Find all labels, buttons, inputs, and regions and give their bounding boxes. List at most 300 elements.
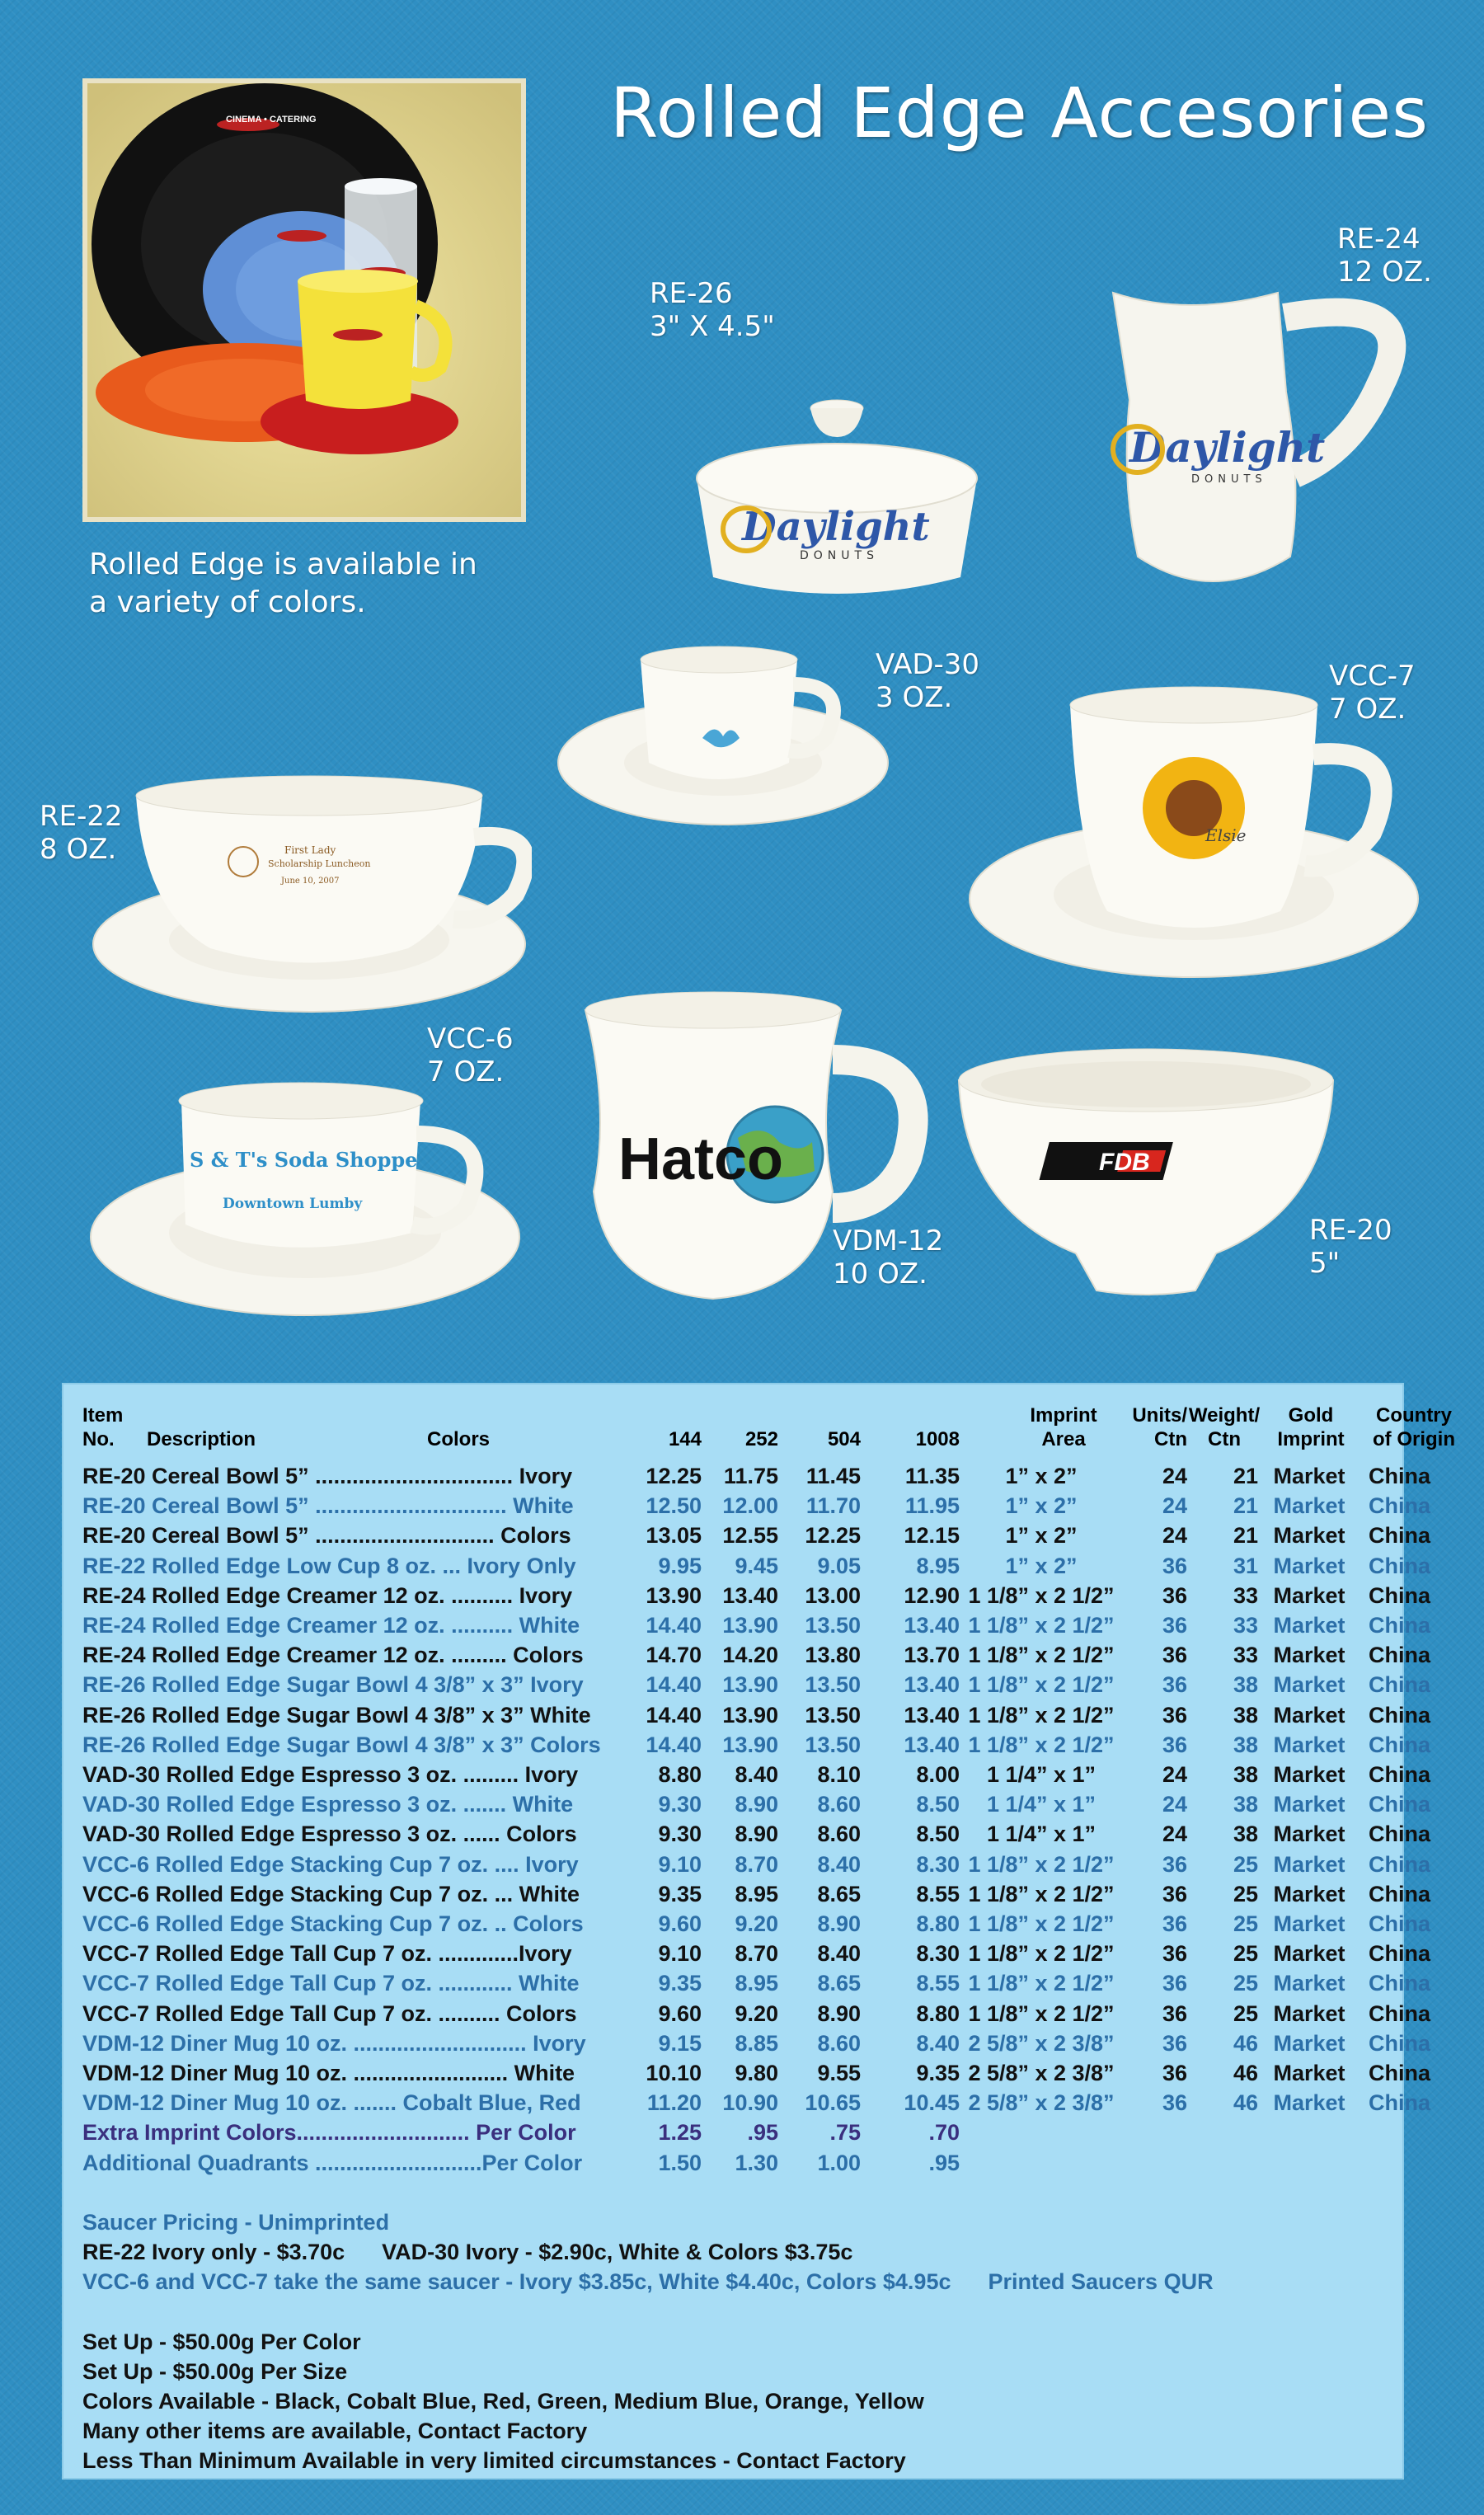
cell-units: 36 (1162, 1851, 1187, 1877)
cell-units: 24 (1162, 1493, 1187, 1519)
cell-price-252: 13.90 (722, 1732, 778, 1757)
cell-gold-imprint: Market (1273, 1762, 1345, 1787)
table-row (82, 1491, 1468, 1521)
cell-weight: 25 (1233, 2000, 1258, 2026)
cell-price-504: 13.50 (805, 1732, 861, 1757)
cell-origin: China (1369, 1613, 1431, 1638)
cell-weight: 46 (1233, 2030, 1258, 2056)
cell-description: VDM-12 Diner Mug 10 oz. ......................... White (82, 2061, 575, 2085)
table-row (82, 1551, 1468, 1581)
cell-units: 36 (1162, 2000, 1187, 2026)
cell-price-504: 8.60 (817, 2030, 861, 2056)
cell-weight: 25 (1233, 1971, 1258, 1996)
cell-price-144: 14.40 (646, 1613, 702, 1638)
cell-price-504: 8.60 (817, 1792, 861, 1817)
header-imprint-area: Imprint Area (1030, 1404, 1097, 1450)
logo-line: First Lady (284, 844, 336, 856)
table-row (82, 1700, 1468, 1730)
daylight-logo: Daylight (742, 504, 930, 550)
cell-description: RE-20 Cereal Bowl 5” ............................... White (82, 1493, 574, 1519)
cell-price-504: 13.50 (805, 1672, 861, 1698)
cell-units: 36 (1162, 1732, 1187, 1757)
cell-price-144: 9.10 (658, 1851, 702, 1877)
cell-origin: China (1369, 1702, 1431, 1728)
cell-price-504: 8.90 (817, 2000, 861, 2026)
cell-price-144: 1.25 (658, 2120, 702, 2146)
cell-units: 24 (1162, 1822, 1187, 1847)
cell-gold-imprint: Market (1273, 1911, 1345, 1936)
table-row (82, 1939, 1468, 1968)
cell-gold-imprint: Market (1273, 2061, 1345, 2085)
cell-origin: China (1369, 2030, 1431, 2056)
cell-price-252: 8.40 (735, 1762, 778, 1787)
cell-price-252: 8.70 (735, 1851, 778, 1877)
cell-description: RE-24 Rolled Edge Creamer 12 oz. ......... Colors (82, 1643, 584, 1668)
cell-price-252: 14.20 (722, 1643, 778, 1668)
page-title: Rolled Edge Accesories (610, 73, 1429, 153)
cell-gold-imprint: Market (1273, 1822, 1345, 1847)
cell-price-1008: 8.30 (916, 1941, 960, 1967)
cell-price-252: 8.90 (735, 1822, 778, 1847)
cell-imprint-area: 1 1/8” x 2 1/2” (968, 1613, 1115, 1638)
table-row (82, 1819, 1468, 1849)
cell-weight: 38 (1233, 1822, 1258, 1847)
table-row (82, 1730, 1468, 1760)
table-row (82, 1789, 1468, 1819)
cell-weight: 31 (1233, 1553, 1258, 1578)
cell-price-504: 13.50 (805, 1702, 861, 1728)
cell-price-1008: 11.95 (904, 1493, 960, 1519)
table-row (82, 1461, 1468, 1491)
cell-imprint-area: 2 5/8” x 2 3/8” (968, 2061, 1115, 2085)
cell-weight: 46 (1233, 2061, 1258, 2085)
vdm12-diner-mug-image (569, 985, 932, 1307)
cell-price-1008: 8.95 (916, 1553, 960, 1578)
cell-price-504: .75 (829, 2120, 861, 2146)
caption-line: Rolled Edge is available in (89, 548, 477, 581)
model-number: VCC-6 (427, 1022, 514, 1055)
saucer-line: VCC-6 and VCC-7 take the same saucer - Ivory $3.85c, White $4.40c, Colors $4.95c Printed Saucers QUR (82, 2269, 1214, 2294)
cell-price-1008: 8.80 (916, 1911, 960, 1936)
cell-price-144: 14.40 (646, 1702, 702, 1728)
note-line: Many other items are available, Contact Factory (82, 2419, 588, 2443)
cell-gold-imprint: Market (1273, 1851, 1345, 1877)
re26-label (650, 277, 775, 343)
capacity: 8 OZ. (40, 833, 117, 866)
cell-origin: China (1369, 1762, 1431, 1787)
cell-imprint-area: 1 1/8” x 2 1/2” (968, 1702, 1115, 1728)
cell-weight: 38 (1233, 1762, 1258, 1787)
cell-price-144: 12.25 (646, 1464, 702, 1488)
saucer-heading: Saucer Pricing - Unimprinted (82, 2210, 390, 2235)
cell-price-1008: 13.40 (904, 1613, 960, 1638)
cell-gold-imprint: Market (1273, 1702, 1345, 1728)
cell-imprint-area: 1 1/8” x 2 1/2” (968, 1911, 1115, 1936)
rolled-edge-dishes-image (87, 83, 521, 517)
cell-imprint-area: 1 1/8” x 2 1/2” (968, 1851, 1115, 1877)
cell-price-144: 9.10 (658, 1941, 702, 1967)
table-row (82, 1909, 1468, 1939)
cell-origin: China (1369, 1851, 1431, 1877)
cell-origin: China (1369, 2090, 1431, 2116)
cell-origin: China (1369, 1553, 1431, 1578)
cell-price-1008: 8.40 (916, 2030, 960, 2056)
daylight-logo: Daylight (1129, 423, 1326, 472)
cell-units: 24 (1162, 1762, 1187, 1787)
cell-price-144: 8.80 (658, 1762, 702, 1787)
logo-line: June 10, 2007 (281, 877, 340, 886)
cell-price-252: 13.90 (722, 1702, 778, 1728)
cell-price-252: 13.90 (722, 1613, 778, 1638)
cell-units: 36 (1162, 1643, 1187, 1668)
cell-price-1008: 13.70 (904, 1643, 960, 1668)
header-252: 252 (744, 1428, 778, 1450)
cell-price-144: 9.15 (658, 2030, 702, 2056)
header-colors: Colors (427, 1428, 491, 1450)
cell-gold-imprint: Market (1273, 2090, 1345, 2116)
capacity: 3" X 4.5" (650, 310, 775, 343)
cell-weight: 21 (1233, 1493, 1258, 1519)
cell-origin: China (1369, 1643, 1431, 1668)
vad30-espresso-image (554, 639, 892, 837)
cell-gold-imprint: Market (1273, 1732, 1345, 1757)
svg-text:Elsie: Elsie (1205, 825, 1247, 845)
cell-description: RE-26 Rolled Edge Sugar Bowl 4 3/8” x 3” Ivory (82, 1672, 584, 1698)
cell-price-504: 9.05 (817, 1553, 861, 1578)
cell-weight: 25 (1233, 1851, 1258, 1877)
cell-description: VAD-30 Rolled Edge Espresso 3 oz. ......... Ivory (82, 1762, 579, 1787)
cell-imprint-area: 1 1/4” x 1” (986, 1792, 1097, 1817)
cell-weight: 33 (1233, 1643, 1258, 1668)
cell-origin: China (1369, 2000, 1431, 2026)
table-row (82, 2028, 1468, 2058)
cell-imprint-area: 1 1/8” x 2 1/2” (968, 1971, 1115, 1996)
hatco-logo: Hatco (618, 1126, 784, 1192)
cell-gold-imprint: Market (1273, 1523, 1345, 1549)
capacity: 7 OZ. (1329, 693, 1407, 726)
capacity: 7 OZ. (427, 1055, 505, 1088)
cell-price-144: 9.95 (658, 1553, 702, 1578)
price-table-panel (62, 1383, 1455, 2480)
cell-units: 36 (1162, 1941, 1187, 1967)
cell-units: 36 (1162, 2061, 1187, 2085)
cell-description: RE-20 Cereal Bowl 5” ............................. Colors (82, 1523, 571, 1549)
saucer-line: RE-22 Ivory only - $3.70c VAD-30 Ivory - $2.90c, White & Colors $3.75c (82, 2240, 853, 2264)
cell-price-504: 13.80 (805, 1643, 861, 1668)
re20-cereal-bowl-image (952, 1043, 1340, 1299)
cell-price-144: 1.50 (658, 2150, 702, 2175)
cell-price-1008: 8.50 (916, 1792, 960, 1817)
cell-origin: China (1369, 1911, 1431, 1936)
cell-price-504: 8.90 (817, 1911, 861, 1936)
note-line: Colors Available - Black, Cobalt Blue, Red, Green, Medium Blue, Orange, Yellow (82, 2389, 924, 2414)
cell-gold-imprint: Market (1273, 1553, 1345, 1578)
cell-price-144: 9.35 (658, 1881, 702, 1906)
cell-imprint-area: 2 5/8” x 2 3/8” (968, 2090, 1115, 2116)
table-row (82, 1670, 1468, 1699)
cell-units: 36 (1162, 1702, 1187, 1728)
cell-price-252: 8.95 (735, 1881, 778, 1906)
model-number: RE-26 (650, 277, 733, 310)
table-row (82, 2088, 1468, 2118)
cell-gold-imprint: Market (1273, 1672, 1345, 1698)
cell-origin: China (1369, 2061, 1431, 2085)
cell-price-144: 9.30 (658, 1822, 702, 1847)
note-line: Set Up - $50.00g Per Color (82, 2329, 361, 2354)
cell-description: VCC-7 Rolled Edge Tall Cup 7 oz. .......... Colors (82, 2000, 577, 2026)
table-row (82, 2148, 1468, 2178)
cell-imprint-area: 1 1/8” x 2 1/2” (968, 1881, 1115, 1906)
cell-description: Additional Quadrants ...........................Per Color (82, 2150, 583, 2175)
cell-weight: 38 (1233, 1732, 1258, 1757)
cell-description: VDM-12 Diner Mug 10 oz. ............................ Ivory (82, 2030, 586, 2056)
cell-price-1008: .70 (928, 2120, 960, 2146)
cell-price-1008: 8.30 (916, 1851, 960, 1877)
cell-origin: China (1369, 1881, 1431, 1906)
cell-price-1008: 13.40 (904, 1732, 960, 1757)
cell-price-144: 9.30 (658, 1792, 702, 1817)
vcc7-tall-cup-image (963, 680, 1425, 985)
cell-price-144: 13.05 (646, 1523, 702, 1549)
cell-origin: China (1369, 1822, 1431, 1847)
cell-price-504: 12.25 (805, 1523, 861, 1549)
cell-price-252: 13.40 (722, 1582, 778, 1608)
cell-origin: China (1369, 1971, 1431, 1996)
header-gold: Gold Imprint (1277, 1404, 1345, 1450)
cell-price-1008: 8.00 (916, 1762, 960, 1787)
cell-description: RE-24 Rolled Edge Creamer 12 oz. .......... White (82, 1613, 580, 1638)
cell-origin: China (1369, 1493, 1431, 1519)
cell-weight: 25 (1233, 1911, 1258, 1936)
cell-price-252: 13.90 (722, 1672, 778, 1698)
cell-price-504: 11.70 (805, 1493, 861, 1519)
cell-gold-imprint: Market (1273, 1792, 1345, 1817)
header-504: 504 (827, 1428, 861, 1450)
cell-price-504: 13.50 (805, 1613, 861, 1638)
cell-weight: 46 (1233, 2090, 1258, 2116)
model-number: VAD-30 (876, 648, 980, 681)
cell-units: 36 (1162, 1582, 1187, 1608)
cell-price-144: 12.50 (646, 1493, 702, 1519)
cell-units: 36 (1162, 1971, 1187, 1996)
cell-origin: China (1369, 1792, 1431, 1817)
cell-price-144: 10.10 (646, 2061, 702, 2085)
cell-price-252: 9.20 (735, 1911, 778, 1936)
cell-imprint-area: 1” x 2” (1005, 1523, 1078, 1549)
cell-weight: 21 (1233, 1523, 1258, 1549)
cell-imprint-area: 1” x 2” (1005, 1493, 1078, 1519)
cell-price-1008: 8.55 (916, 1971, 960, 1996)
cell-weight: 33 (1233, 1582, 1258, 1608)
cell-imprint-area: 1 1/8” x 2 1/2” (968, 1672, 1115, 1698)
re22-low-cup-image (87, 771, 532, 1018)
cell-gold-imprint: Market (1273, 1881, 1345, 1906)
cell-weight: 38 (1233, 1792, 1258, 1817)
cell-gold-imprint: Market (1273, 1582, 1345, 1608)
fdb-logo (1040, 1142, 1173, 1180)
re24-label (1337, 223, 1432, 289)
header-description: Description (147, 1428, 256, 1450)
saucer-pricing (82, 2207, 1402, 2296)
cell-price-504: 8.40 (817, 1941, 861, 1967)
cell-price-252: 9.80 (735, 2061, 778, 2085)
cell-gold-imprint: Market (1273, 1941, 1345, 1967)
table-row (82, 1968, 1468, 1998)
cell-imprint-area: 2 5/8” x 2 3/8” (968, 2030, 1115, 2056)
re26-sugar-bowl-image (676, 346, 998, 602)
cell-weight: 33 (1233, 1613, 1258, 1638)
header-country: Country of Origin (1373, 1404, 1455, 1450)
cell-weight: 38 (1233, 1702, 1258, 1728)
cell-price-144: 14.40 (646, 1732, 702, 1757)
cell-price-144: 9.35 (658, 1971, 702, 1996)
model-number: RE-22 (40, 800, 123, 833)
cell-price-504: 8.60 (817, 1822, 861, 1847)
cell-price-504: 8.65 (817, 1971, 861, 1996)
cell-price-504: 9.55 (817, 2061, 861, 2085)
cell-price-1008: .95 (928, 2150, 960, 2175)
capacity: 12 OZ. (1337, 256, 1432, 289)
cell-price-252: .95 (747, 2120, 778, 2146)
photo-logo: CINEMA • CATERING (226, 115, 317, 125)
cell-price-1008: 8.50 (916, 1822, 960, 1847)
cell-origin: China (1369, 1523, 1431, 1549)
cell-description: VCC-6 Rolled Edge Stacking Cup 7 oz. ... White (82, 1881, 580, 1906)
cell-description: VCC-6 Rolled Edge Stacking Cup 7 oz. .. Colors (82, 1911, 584, 1936)
cell-price-504: 1.00 (817, 2150, 861, 2175)
cell-imprint-area: 1 1/8” x 2 1/2” (968, 1732, 1115, 1757)
table-row (82, 1760, 1468, 1789)
cell-price-144: 14.70 (646, 1643, 702, 1668)
daylight-sub: DONUTS (1191, 473, 1267, 486)
note-line: Set Up - $50.00g Per Size (82, 2359, 348, 2384)
cell-price-1008: 12.15 (904, 1523, 960, 1549)
vcc6-stacking-cup-image (87, 1068, 524, 1332)
re24-creamer-image (1088, 284, 1435, 614)
setup-notes (82, 2327, 1402, 2475)
header-1008: 1008 (915, 1428, 960, 1450)
cell-price-504: 8.65 (817, 1881, 861, 1906)
cell-price-144: 9.60 (658, 1911, 702, 1936)
daylight-sub: DONUTS (800, 549, 879, 562)
cell-gold-imprint: Market (1273, 2030, 1345, 2056)
cell-description: VAD-30 Rolled Edge Espresso 3 oz. ...... Colors (82, 1822, 577, 1847)
color-variety-photo (82, 78, 526, 522)
cell-price-252: 1.30 (735, 2150, 778, 2175)
cell-weight: 21 (1233, 1464, 1258, 1488)
cell-description: RE-24 Rolled Edge Creamer 12 oz. .......... Ivory (82, 1582, 573, 1608)
cell-origin: China (1369, 1732, 1431, 1757)
cell-gold-imprint: Market (1273, 1613, 1345, 1638)
table-row (82, 1521, 1468, 1550)
cell-price-252: 9.20 (735, 2000, 778, 2026)
cell-price-144: 11.20 (646, 2090, 702, 2116)
cell-gold-imprint: Market (1273, 2000, 1345, 2026)
cell-price-1008: 8.80 (916, 2000, 960, 2026)
price-table (82, 1403, 1455, 2473)
cell-description: VCC-7 Rolled Edge Tall Cup 7 oz. ............ White (82, 1971, 580, 1996)
cell-imprint-area: 1 1/8” x 2 1/2” (968, 1582, 1115, 1608)
cell-description: Extra Imprint Colors............................ Per Color (82, 2120, 576, 2146)
cell-units: 36 (1162, 1911, 1187, 1936)
model-number: RE-20 (1309, 1214, 1392, 1247)
header-144: 144 (668, 1428, 702, 1450)
table-row (82, 1850, 1468, 1879)
table-row (82, 2118, 1468, 2147)
cell-origin: China (1369, 1941, 1431, 1967)
table-row (82, 1610, 1468, 1640)
cell-units: 24 (1162, 1464, 1187, 1488)
cell-price-252: 8.90 (735, 1792, 778, 1817)
color-caption (89, 546, 477, 622)
cell-price-1008: 12.90 (904, 1582, 960, 1608)
cell-price-1008: 13.40 (904, 1702, 960, 1728)
cell-imprint-area: 1 1/8” x 2 1/2” (968, 1941, 1115, 1967)
cell-description: RE-26 Rolled Edge Sugar Bowl 4 3/8” x 3” Colors (82, 1732, 601, 1757)
cell-price-252: 8.95 (735, 1971, 778, 1996)
cell-imprint-area: 1” x 2” (1005, 1553, 1078, 1578)
cell-price-504: 10.65 (805, 2090, 861, 2116)
cell-price-504: 13.00 (805, 1582, 861, 1608)
cell-price-252: 8.70 (735, 1941, 778, 1967)
cell-price-1008: 11.35 (904, 1464, 960, 1488)
cell-imprint-area: 1” x 2” (1005, 1464, 1078, 1488)
cell-price-252: 12.55 (722, 1523, 778, 1549)
cell-weight: 25 (1233, 1941, 1258, 1967)
model-number: VCC-7 (1329, 660, 1416, 693)
cell-origin: China (1369, 1464, 1431, 1488)
cell-gold-imprint: Market (1273, 1493, 1345, 1519)
cell-units: 36 (1162, 1881, 1187, 1906)
capacity: 5" (1309, 1247, 1341, 1280)
cell-price-144: 14.40 (646, 1672, 702, 1698)
cell-price-252: 8.85 (735, 2030, 778, 2056)
caption-line: a variety of colors. (89, 585, 366, 619)
header-units: Units/ Ctn (1132, 1404, 1187, 1450)
cell-price-252: 9.45 (735, 1553, 778, 1578)
model-number: RE-24 (1337, 223, 1421, 256)
cell-description: VCC-7 Rolled Edge Tall Cup 7 oz. .............Ivory (82, 1941, 572, 1967)
cell-description: VAD-30 Rolled Edge Espresso 3 oz. ....... White (82, 1792, 574, 1817)
logo-line: S & T's Soda Shoppe (190, 1148, 418, 1172)
header-item-no: Item No. (82, 1404, 124, 1450)
cell-imprint-area: 1 1/4” x 1” (986, 1822, 1097, 1847)
cell-price-504: 8.40 (817, 1851, 861, 1877)
cell-units: 36 (1162, 2090, 1187, 2116)
cell-price-252: 12.00 (722, 1493, 778, 1519)
cell-units: 36 (1162, 1613, 1187, 1638)
cell-weight: 25 (1233, 1881, 1258, 1906)
cell-price-1008: 10.45 (904, 2090, 960, 2116)
cell-imprint-area: 1 1/8” x 2 1/2” (968, 2000, 1115, 2026)
cell-description: RE-22 Rolled Edge Low Cup 8 oz. ... Ivory Only (82, 1553, 576, 1578)
cell-description: VDM-12 Diner Mug 10 oz. ....... Cobalt Blue, Red (82, 2090, 581, 2116)
cell-description: RE-26 Rolled Edge Sugar Bowl 4 3/8” x 3” White (82, 1702, 591, 1728)
cell-price-504: 8.10 (817, 1762, 861, 1787)
cell-origin: China (1369, 1582, 1431, 1608)
cell-units: 24 (1162, 1792, 1187, 1817)
table-row (82, 1581, 1468, 1610)
cell-price-504: 11.45 (805, 1464, 861, 1488)
cell-weight: 38 (1233, 1672, 1258, 1698)
cell-price-144: 9.60 (658, 2000, 702, 2026)
cell-gold-imprint: Market (1273, 1643, 1345, 1668)
cell-price-1008: 9.35 (916, 2061, 960, 2085)
cell-units: 24 (1162, 1523, 1187, 1549)
table-row (82, 1640, 1468, 1670)
cell-price-1008: 8.55 (916, 1881, 960, 1906)
capacity: 3 OZ. (876, 681, 953, 714)
